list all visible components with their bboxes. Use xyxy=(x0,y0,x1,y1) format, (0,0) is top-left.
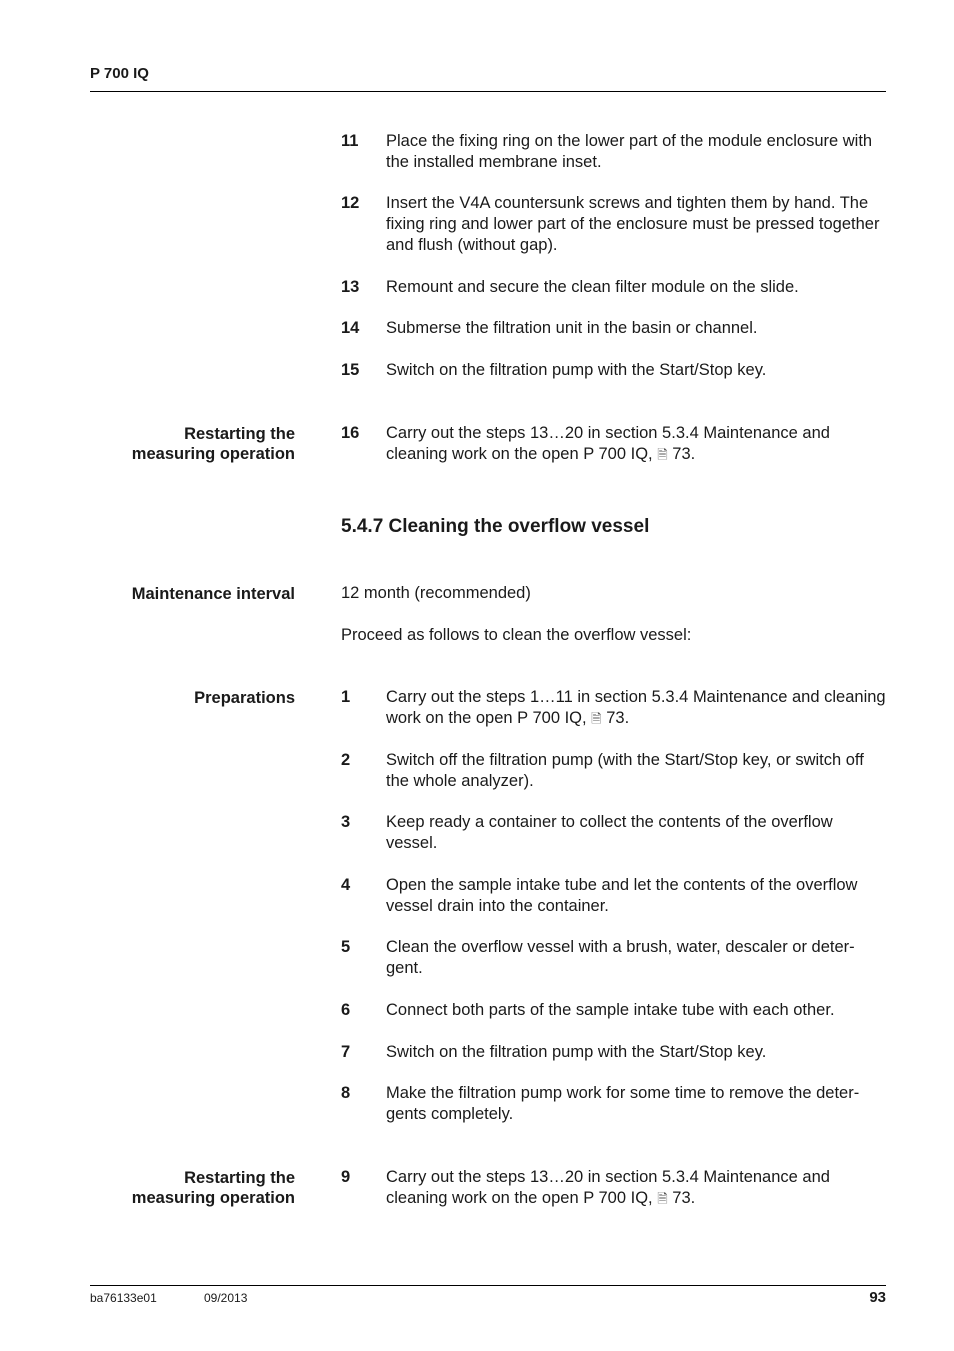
header-rule xyxy=(90,91,886,92)
step-5 xyxy=(341,937,887,979)
step-text xyxy=(386,423,887,465)
step-text-body: Carry out the steps 13…20 in section 5.3.4 Maintenance and cleaning work on the open P 700 IQ, xyxy=(386,424,830,463)
side-label-line: measuring operation xyxy=(131,1189,295,1207)
step-text-body: Carry out the steps 13…20 in section 5.3.4 Maintenance and cleaning work on the open P 700 IQ, xyxy=(386,1168,830,1207)
side-label-maintenance-interval: Maintenance interval xyxy=(131,585,295,603)
footer-doc-id: ba76133e01 xyxy=(90,1291,157,1305)
step-8 xyxy=(341,1083,887,1125)
step-14 xyxy=(341,318,887,339)
side-label-restarting xyxy=(95,1168,295,1208)
step-text: Switch on the filtration pump with the Start/Stop key. xyxy=(386,1043,767,1061)
page-reference[interactable]: 73. xyxy=(672,445,696,463)
step-number: 6 xyxy=(341,1001,351,1019)
step-number: 11 xyxy=(341,132,359,150)
side-label-line: measuring operation xyxy=(131,445,295,463)
step-16 xyxy=(341,423,887,465)
step-13 xyxy=(341,277,887,298)
step-text: Place the fixing ring on the lower part of the module enclosure with the installed membrane inset. xyxy=(386,132,873,171)
step-number: 12 xyxy=(341,194,360,212)
step-4 xyxy=(341,875,887,917)
step-text: Switch off the filtration pump (with the Start/Stop key, or switch off the whole analyzer). xyxy=(386,751,864,790)
side-label-line: Restarting the xyxy=(184,425,295,443)
document-icon: 🗎 xyxy=(657,1191,668,1206)
step-text: Make the filtration pump work for some time to remove the deter-gents completely. xyxy=(386,1084,860,1123)
step-text: Insert the V4A countersunk screws and tighten them by hand. The fixing ring and lower part of the enclosure must be pressed together and flush (without gap). xyxy=(386,194,880,254)
step-6 xyxy=(341,1000,887,1021)
step-text: Switch on the filtration pump with the Start/Stop key. xyxy=(386,361,767,379)
step-text: Clean the overflow vessel with a brush, water, descaler or deter-gent. xyxy=(386,938,855,977)
step-15 xyxy=(341,360,887,381)
step-number: 9 xyxy=(341,1168,351,1186)
step-number: 4 xyxy=(341,876,351,894)
step-12 xyxy=(341,193,887,256)
step-1 xyxy=(341,687,887,729)
side-label-preparations: Preparations xyxy=(194,689,295,707)
page-reference[interactable]: 73. xyxy=(606,709,630,727)
step-number: 14 xyxy=(341,319,360,337)
step-text: Keep ready a container to collect the contents of the overflow vessel. xyxy=(386,813,833,852)
step-number: 3 xyxy=(341,813,351,831)
step-number: 15 xyxy=(341,361,360,379)
step-text: Connect both parts of the sample intake tube with each other. xyxy=(386,1001,835,1019)
footer-date: 09/2013 xyxy=(204,1291,248,1305)
step-11 xyxy=(341,131,887,173)
step-number: 2 xyxy=(341,751,351,769)
side-label-restarting xyxy=(95,424,295,464)
step-text xyxy=(386,1167,887,1209)
side-label-line: Restarting the xyxy=(184,1169,295,1187)
step-number: 5 xyxy=(341,938,351,956)
step-number: 16 xyxy=(341,424,360,442)
step-number: 13 xyxy=(341,278,360,296)
step-7 xyxy=(341,1042,887,1063)
step-2 xyxy=(341,750,887,792)
step-text: Remount and secure the clean filter module on the slide. xyxy=(386,278,799,296)
document-icon: 🗎 xyxy=(591,711,602,726)
procedure-intro: Proceed as follows to clean the overflow vessel: xyxy=(341,626,692,644)
running-header-title: P 700 IQ xyxy=(90,65,149,82)
step-number: 7 xyxy=(341,1043,351,1061)
section-heading: 5.4.7 Cleaning the overflow vessel xyxy=(341,516,650,537)
step-3 xyxy=(341,812,887,854)
step-text xyxy=(386,687,887,729)
footer-rule xyxy=(90,1285,886,1286)
step-text: Open the sample intake tube and let the contents of the overflow vessel drain into the container. xyxy=(386,876,858,915)
page-number: 93 xyxy=(869,1289,886,1306)
step-text-body: Carry out the steps 1…11 in section 5.3.4 Maintenance and cleaning work on the open P 700 IQ, xyxy=(386,688,886,727)
step-number: 1 xyxy=(341,688,351,706)
document-icon: 🗎 xyxy=(657,447,668,462)
step-number: 8 xyxy=(341,1084,351,1102)
page-reference[interactable]: 73. xyxy=(672,1189,696,1207)
step-text: Submerse the filtration unit in the basin or channel. xyxy=(386,319,758,337)
maintenance-interval-value: 12 month (recommended) xyxy=(341,584,531,602)
step-9 xyxy=(341,1167,887,1209)
